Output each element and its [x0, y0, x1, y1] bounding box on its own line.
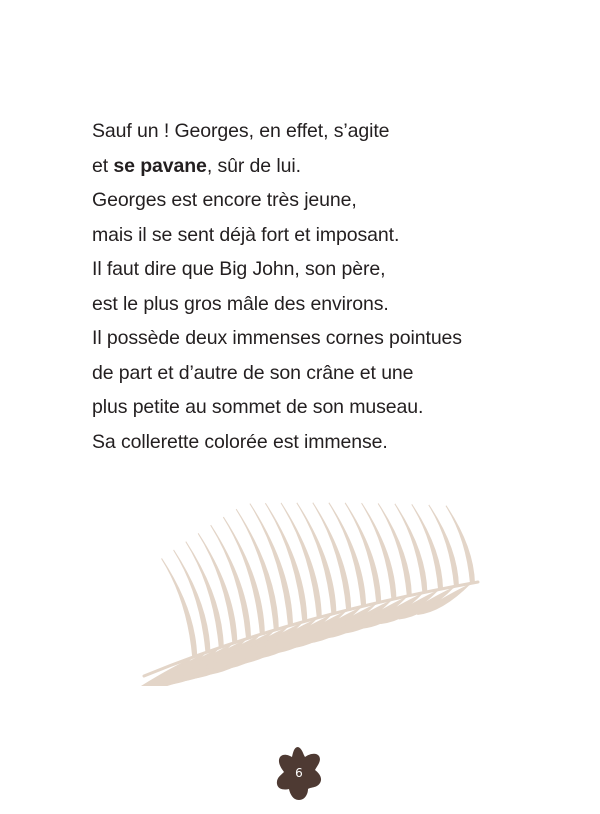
text-line-2-start: et — [92, 154, 114, 177]
page-number-badge — [274, 745, 324, 801]
body-text — [92, 114, 562, 459]
text-line-10: Sa collerette colorée est immense. — [92, 430, 388, 453]
page-number: 6 — [295, 766, 303, 780]
text-line-3: Georges est encore très jeune, — [92, 189, 357, 211]
text-line-4: mais il se sent déjà fort et imposant. — [92, 223, 400, 246]
bold-phrase: se pavane — [113, 154, 207, 177]
text-line-8: de part et d’autre de son crâne et une — [92, 361, 414, 384]
text-line-1: Sauf un ! Georges, en effet, s’agite — [92, 120, 390, 142]
text-line-7: Il possède deux immenses cornes pointues — [92, 327, 462, 349]
palm-leaf-icon — [140, 496, 485, 686]
text-line-2 — [92, 149, 562, 184]
text-line-6: est le plus gros mâle des environs. — [92, 292, 389, 315]
text-line-9: plus petite au sommet de son museau. — [92, 396, 424, 418]
text-line-2-end: , sûr de lui. — [206, 154, 301, 177]
text-line-5: Il faut dire que Big John, son père, — [92, 258, 386, 280]
